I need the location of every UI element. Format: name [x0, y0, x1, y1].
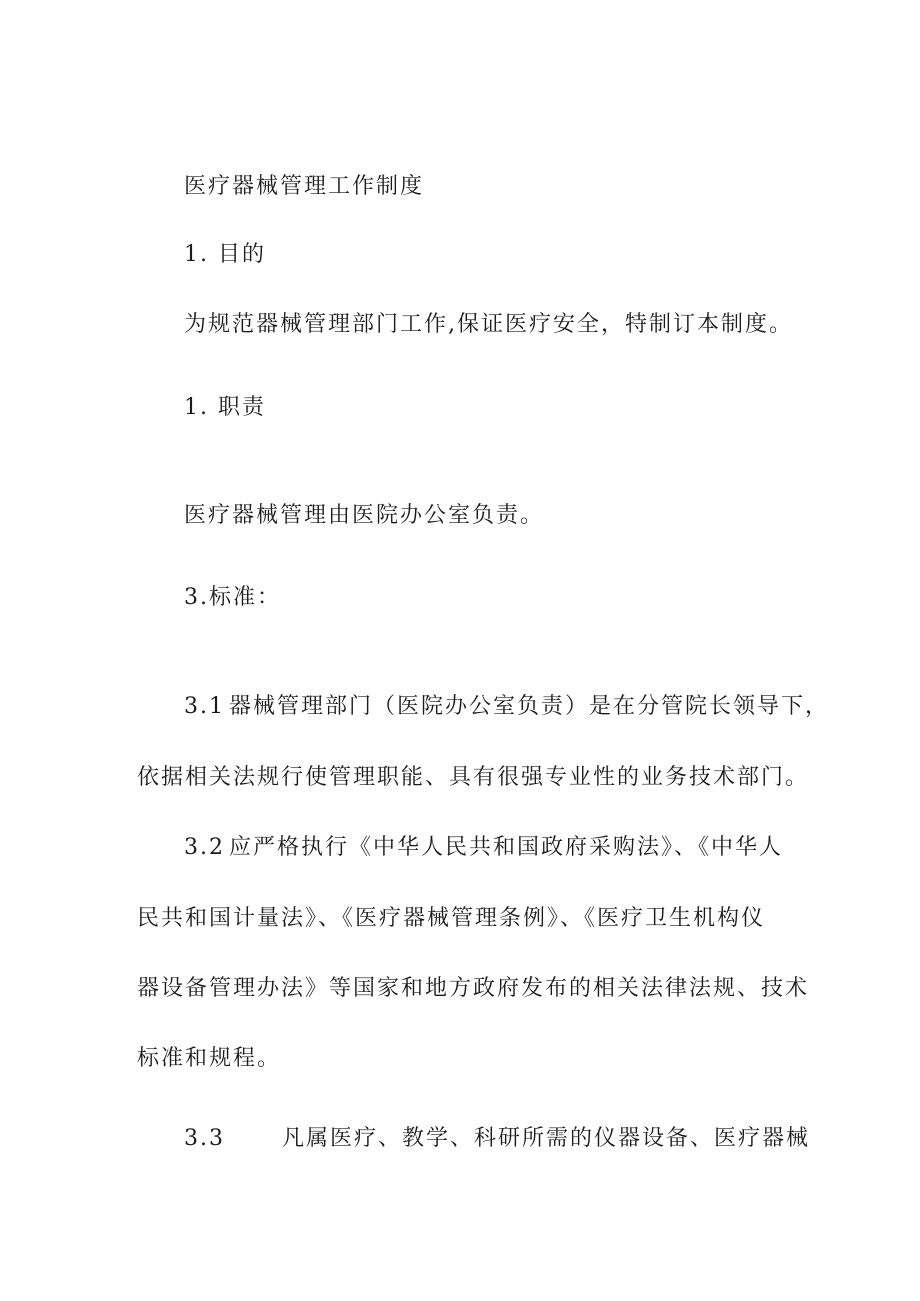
- section-2-text: 医疗器械管理由医院办公室负责。: [184, 503, 545, 528]
- section-2-heading: 1. 职责: [184, 395, 266, 420]
- document-title: 医疗器械管理工作制度: [184, 174, 425, 199]
- section-1-text: 为规范器械管理部门工作,保证医疗安全，特制订本制度。: [184, 312, 793, 337]
- section-1-heading: 1. 目的: [184, 242, 266, 267]
- item-3-1-number: 3.1: [184, 694, 225, 719]
- item-3-3-number: 3.3: [184, 1126, 225, 1151]
- item-3-2-line-1: 应严格执行《中华人民共和国政府采购法》、《中华人: [229, 835, 784, 860]
- item-3-1-line-1: 器械管理部门（医院办公室负责）是在分管院长领导下，: [229, 694, 830, 719]
- section-3-heading: 3.标准：: [184, 585, 281, 610]
- item-3-2-line-3: 器设备管理办法》等国家和地方政府发布的相关法律法规、技术: [137, 976, 810, 1001]
- item-3-2-line-2: 民共和国计量法》、《医疗器械管理条例》、《医疗卫生机构仪: [137, 906, 766, 931]
- item-3-2-line-4: 标准和规程。: [137, 1046, 282, 1071]
- item-3-3-line-1: 凡属医疗、教学、科研所需的仪器设备、医疗器械: [282, 1126, 811, 1151]
- item-3-2-number: 3.2: [184, 835, 225, 860]
- item-3-1-line-2: 依据相关法规行使管理职能、具有很强专业性的业务技术部门。: [137, 765, 810, 790]
